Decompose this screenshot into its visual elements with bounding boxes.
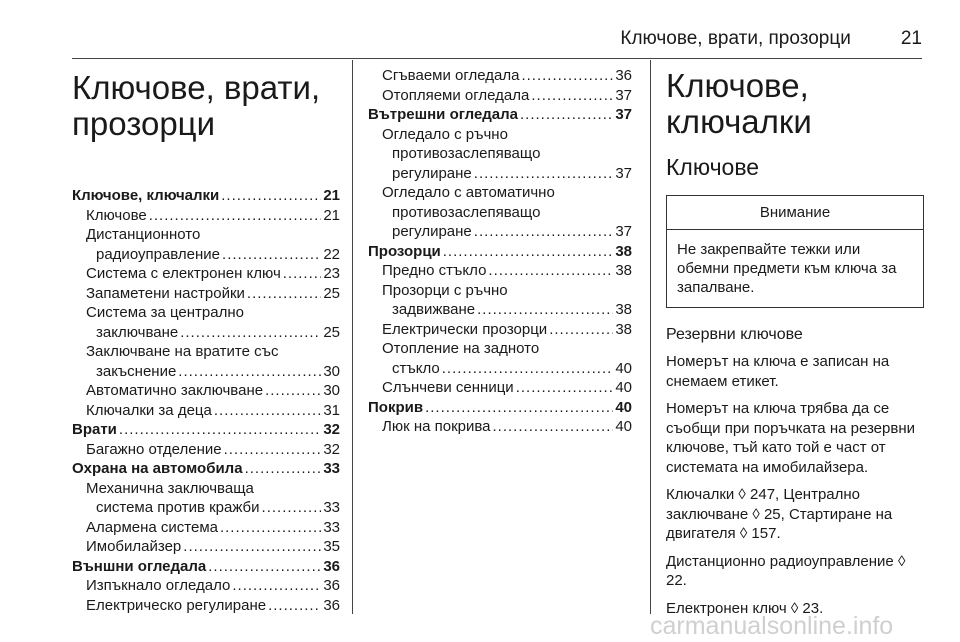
- toc-entry[interactable]: [72, 557, 340, 577]
- toc-entry[interactable]: [368, 300, 632, 320]
- spare-keys-heading: Резервни ключове: [666, 326, 803, 343]
- toc-entry[interactable]: [72, 420, 340, 440]
- toc-entry-title: стъкло: [392, 359, 440, 377]
- toc-entry[interactable]: [72, 479, 340, 499]
- toc-entry-page: 35: [323, 538, 340, 555]
- toc-entry-title: Слънчеви сенници: [382, 379, 514, 396]
- toc-leader-dots: [443, 242, 614, 262]
- toc-entry-page: 40: [615, 359, 632, 377]
- toc-entry-title: Механична заключваща: [86, 479, 254, 497]
- toc-leader-dots: [474, 164, 614, 184]
- toc-entry-title: Отопляеми огледала: [382, 86, 530, 104]
- toc-entry-title: Електрическо регулиране: [86, 596, 267, 614]
- toc-entry-page: 30: [323, 362, 340, 380]
- toc-entry-title: заключване: [96, 323, 179, 341]
- toc-entry[interactable]: [72, 264, 340, 284]
- toc-entry-page: 36: [323, 577, 340, 594]
- toc-leader-dots: [520, 105, 613, 125]
- toc-entry-page: 40: [615, 379, 632, 396]
- toc-entry[interactable]: [72, 245, 340, 265]
- toc-entry[interactable]: [72, 303, 340, 323]
- toc-leader-dots: [477, 300, 613, 320]
- toc-leader-dots: [224, 440, 322, 460]
- toc-entry-title: Ключове: [86, 206, 147, 224]
- toc-entry-page: 30: [323, 382, 340, 399]
- header-title: Ключове, врати, прозорци: [620, 28, 851, 49]
- toc-entry-page: 31: [323, 401, 340, 419]
- toc-entry-title: Ключове, ключалки: [72, 187, 220, 204]
- notice-heading: Внимание: [667, 196, 923, 230]
- toc-leader-dots: [232, 576, 321, 596]
- toc-leader-dots: [149, 206, 322, 226]
- left-column: [72, 60, 340, 615]
- toc-entry-title: Охрана на автомобила: [72, 460, 243, 477]
- toc-leader-dots: [549, 320, 613, 340]
- toc-entry-title: Предно стъкло: [382, 262, 487, 279]
- toc-entry-page: 37: [615, 164, 632, 182]
- toc-entry-title: Врати: [72, 421, 117, 438]
- column-divider-1: [352, 60, 353, 614]
- toc-entry-title: противозаслепяващо: [392, 203, 541, 221]
- toc-entry[interactable]: [72, 284, 340, 304]
- paragraph-2: Номерът на ключа трябва да се съобщи при поръчката на резервни ключове, тъй като той е част от системата на имобилайзера.: [666, 400, 915, 476]
- toc-entry[interactable]: [72, 537, 340, 557]
- toc-entry[interactable]: [72, 186, 340, 206]
- toc-entry[interactable]: [72, 440, 340, 460]
- toc-entry[interactable]: [368, 125, 632, 145]
- toc-leader-dots: [247, 284, 321, 304]
- toc-entry[interactable]: [368, 359, 632, 379]
- toc-entry-title: Електрически прозорци: [382, 320, 548, 338]
- toc-leader-dots: [531, 86, 613, 106]
- toc-entry-title: Огледало с ръчно: [382, 125, 508, 143]
- toc-entry-page: 21: [323, 206, 340, 224]
- subsection-title: Ключове: [666, 154, 760, 180]
- toc-entry-page: 25: [323, 284, 340, 302]
- toc-leader-dots: [214, 401, 321, 421]
- toc-entry-title: Ключалки за деца: [86, 401, 212, 419]
- header-rule: [72, 58, 922, 59]
- notice-text: Не закрепвайте тежки или обемни предмети към ключа за запалване.: [677, 241, 897, 296]
- toc-entry[interactable]: [72, 498, 340, 518]
- toc-entry[interactable]: [72, 401, 340, 421]
- toc-entry-title: радиоуправление: [96, 245, 221, 263]
- toc-entry[interactable]: [368, 281, 632, 301]
- notice-box: [666, 195, 924, 308]
- toc-entry[interactable]: [368, 378, 632, 398]
- toc-entry[interactable]: [72, 362, 340, 382]
- toc-leader-dots: [521, 66, 613, 86]
- toc-entry[interactable]: [368, 183, 632, 203]
- chapter-title: Ключове, врати, прозорци: [72, 69, 321, 142]
- toc-entry-page: 33: [323, 518, 340, 536]
- toc-entry-title: Прозорци: [368, 242, 441, 260]
- toc-entry-page: 33: [323, 499, 340, 516]
- paragraph-5: Електронен ключ ◊ 23.: [666, 599, 824, 617]
- toc-entry-title: Заключване на вратите със: [86, 343, 279, 360]
- toc-entry-title: Люк на покрива: [382, 418, 491, 435]
- toc-entry-page: 36: [323, 557, 340, 575]
- toc-entry-title: Външни огледала: [72, 557, 207, 575]
- toc-entry[interactable]: [72, 596, 340, 616]
- toc-entry[interactable]: [368, 86, 632, 106]
- toc-entry-page: 32: [323, 440, 340, 458]
- toc-entry-page: 33: [323, 460, 340, 477]
- toc-entry-title: задвижване: [392, 301, 476, 318]
- right-column: [666, 60, 924, 626]
- toc-entry[interactable]: [368, 320, 632, 340]
- toc-leader-dots: [265, 381, 321, 401]
- toc-leader-dots: [180, 323, 321, 343]
- toc-entry-title: Сгъваеми огледала: [382, 67, 520, 84]
- toc-entry-page: 40: [615, 418, 632, 435]
- toc-entry-page: 36: [615, 67, 632, 84]
- toc-leader-dots: [119, 420, 321, 440]
- page-header: [620, 28, 922, 50]
- toc-entry-title: Багажно отделение: [86, 440, 222, 458]
- toc-entry[interactable]: [368, 222, 632, 242]
- toc-entry-title: Вътрешни огледала: [368, 106, 519, 123]
- paragraph-4: Дистанционно радиоуправление ◊ 22.: [666, 552, 906, 589]
- toc-entry-page: 38: [615, 242, 632, 260]
- toc-entry[interactable]: [368, 261, 632, 281]
- toc-leader-dots: [442, 359, 614, 379]
- toc-entry[interactable]: [368, 417, 632, 437]
- toc-entry-page: 36: [323, 596, 340, 614]
- toc-entry-title: Отопление на задното: [382, 340, 540, 357]
- toc-entry-page: 25: [323, 323, 340, 341]
- paragraph-1: Номерът на ключа е записан на снемаем етикет.: [666, 353, 890, 390]
- toc-entry-page: 38: [615, 262, 632, 279]
- toc-entry[interactable]: [72, 342, 340, 362]
- toc-entry-title: Изпъкнало огледало: [86, 577, 231, 594]
- toc-entry-page: 22: [323, 245, 340, 263]
- toc-entry[interactable]: [368, 66, 632, 86]
- toc-entry-page: 23: [323, 265, 340, 282]
- toc-list-left: [72, 186, 340, 615]
- toc-entry[interactable]: [72, 381, 340, 401]
- toc-entry[interactable]: [368, 144, 632, 164]
- toc-entry-title: система против кражби: [96, 499, 260, 516]
- toc-entry[interactable]: [72, 518, 340, 538]
- toc-entry-page: 37: [615, 223, 632, 240]
- toc-leader-dots: [245, 459, 322, 479]
- toc-entry-page: 37: [615, 106, 632, 123]
- toc-entry-title: закъснение: [96, 362, 177, 380]
- toc-entry[interactable]: [368, 339, 632, 359]
- column-divider-2: [650, 60, 651, 614]
- toc-entry-title: Алармена система: [86, 518, 218, 536]
- toc-entry-page: 21: [323, 187, 340, 204]
- toc-leader-dots: [222, 245, 321, 265]
- toc-entry-page: 32: [323, 421, 340, 438]
- toc-entry-title: Запаметени настройки: [86, 284, 245, 302]
- toc-entry-page: 37: [615, 86, 632, 104]
- toc-entry-title: Покрив: [368, 398, 424, 416]
- toc-entry-title: Автоматично заключване: [86, 382, 264, 399]
- section-title: Ключове, ключалки: [666, 67, 812, 140]
- toc-leader-dots: [283, 264, 322, 284]
- toc-leader-dots: [493, 417, 614, 437]
- toc-entry-title: регулиране: [392, 223, 472, 240]
- toc-entry[interactable]: [368, 164, 632, 184]
- toc-leader-dots: [516, 378, 614, 398]
- toc-entry-page: 38: [615, 320, 632, 338]
- toc-list-middle: [368, 66, 632, 437]
- page-number: 21: [900, 28, 922, 49]
- toc-leader-dots: [178, 362, 321, 382]
- toc-entry-page: 38: [615, 301, 632, 318]
- toc-entry-title: регулиране: [392, 164, 472, 182]
- toc-leader-dots: [208, 557, 321, 577]
- toc-leader-dots: [220, 518, 321, 538]
- toc-entry-title: Имобилайзер: [86, 538, 182, 555]
- toc-leader-dots: [425, 398, 613, 418]
- toc-entry[interactable]: [368, 203, 632, 223]
- toc-leader-dots: [221, 186, 321, 206]
- toc-entry[interactable]: [368, 105, 632, 125]
- paragraph-3: Ключалки ◊ 247, Централно заключване ◊ 25, Стартиране на двигателя ◊ 157.: [666, 486, 893, 542]
- toc-entry[interactable]: [72, 576, 340, 596]
- middle-column: [368, 60, 632, 437]
- toc-leader-dots: [268, 596, 321, 616]
- toc-leader-dots: [474, 222, 614, 242]
- toc-entry-title: противозаслепяващо: [392, 145, 541, 162]
- toc-entry[interactable]: [72, 206, 340, 226]
- toc-entry[interactable]: [72, 323, 340, 343]
- watermark-text: carmanualsonline.info: [650, 612, 894, 640]
- toc-leader-dots: [488, 261, 613, 281]
- toc-entry-title: Система за централно: [86, 304, 244, 321]
- toc-entry[interactable]: [72, 225, 340, 245]
- toc-entry[interactable]: [368, 242, 632, 262]
- toc-leader-dots: [262, 498, 322, 518]
- toc-entry[interactable]: [72, 459, 340, 479]
- toc-leader-dots: [183, 537, 321, 557]
- toc-entry-title: Прозорци с ръчно: [382, 281, 508, 299]
- toc-entry-title: Огледало с автоматично: [382, 184, 555, 201]
- toc-entry-page: 40: [615, 398, 632, 416]
- toc-entry[interactable]: [368, 398, 632, 418]
- toc-entry-title: Дистанционното: [86, 226, 201, 243]
- toc-entry-title: Система с електронен ключ: [86, 265, 281, 282]
